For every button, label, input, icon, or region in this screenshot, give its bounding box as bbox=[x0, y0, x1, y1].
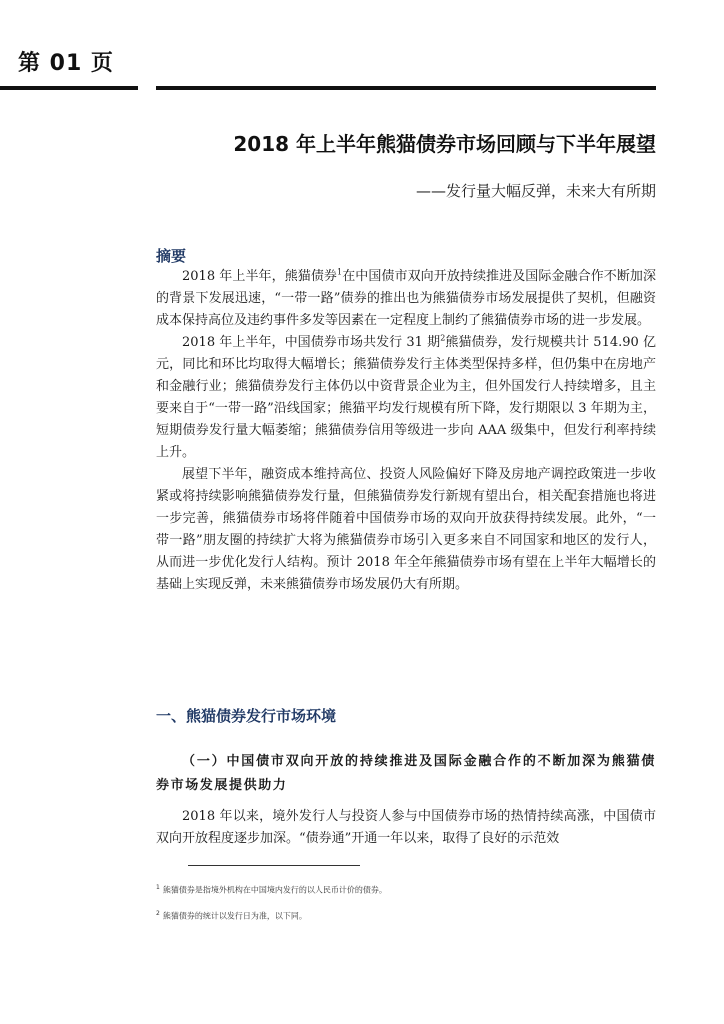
report-subtitle: ——发行量大幅反弹，未来大有所期 bbox=[415, 182, 656, 200]
section-1-subheading: （一）中国债市双向开放的持续推进及国际金融合作的不断加深为熊猫债券市场发展提供助力 bbox=[156, 754, 656, 793]
footnote-2-text: 熊猫债券的统计以发行日为准，以下同。 bbox=[162, 911, 307, 921]
footnote-2 bbox=[156, 910, 656, 922]
abstract-body bbox=[156, 266, 656, 596]
header-rule-right bbox=[156, 86, 656, 90]
abstract-p2-text-a: 2018 年上半年，中国债券市场共发行 31 期 bbox=[182, 335, 441, 350]
footnote-ref-1[interactable]: 1 bbox=[337, 267, 343, 277]
footnote-1-text: 熊猫债券是指境外机构在中国境内发行的以人民币计价的债券。 bbox=[162, 885, 387, 895]
abstract-heading: 摘要 bbox=[156, 247, 187, 265]
section-1-paragraph-1: 2018 年以来，境外发行人与投资人参与中国债券市场的热情持续高涨，中国债市双向开放程度逐步加深。“债券通”开通一年以来，取得了良好的示范效 bbox=[156, 809, 656, 846]
abstract-p1-text-b: 在中国债市双向开放持续推进及国际金融合作不断加深的背景下发展迅速，“一带一路”债券的推出也为熊猫债券市场发展提供了契机，但融资成本保持高位及违约事件多发等因素在一定程度上制约了熊猫债券市场的进一步发展。 bbox=[156, 269, 656, 328]
footnote-1-mark: 1 bbox=[156, 884, 160, 891]
abstract-paragraph-2 bbox=[156, 332, 656, 464]
abstract-p2-text-b: 熊猫债券，发行规模共计 514.90 亿元，同比和环比均取得大幅增长；熊猫债券发行主体类型保持多样，但仍集中在房地产和金融行业；熊猫债券发行主体仍以中资背景企业为主，但外国发行人持续增多，且主要来自于“一带一路”沿线国家；熊猫平均发行规模有所下降，发行期限以 3 年期为主，短期债券发行量大幅萎缩；熊猫债券信用等级进一步向 AAA 级集中，但发行利率持续上升。 bbox=[156, 335, 656, 460]
header-rule-left bbox=[0, 86, 138, 90]
footnote-1 bbox=[156, 884, 656, 896]
footnote-divider bbox=[188, 865, 360, 866]
footnotes bbox=[156, 884, 656, 935]
abstract-paragraph-1 bbox=[156, 266, 656, 332]
footnote-2-mark: 2 bbox=[156, 909, 160, 917]
section-1-body bbox=[156, 806, 656, 850]
footnote-ref-2[interactable]: 2 bbox=[440, 333, 446, 343]
abstract-paragraph-3: 展望下半年，融资成本维持高位、投资人风险偏好下降及房地产调控政策进一步收紧或将持续影响熊猫债券发行量，但熊猫债券发行新规有望出台，相关配套措施也将进一步完善，熊猫债券市场将伴随着中国债券市场的双向开放获得持续发展。此外，“一带一路”朋友圈的持续扩大将为熊猫债券市场引入更多来自不同国家和地区的发行人，从而进一步优化发行人结构。预计 2018 年全年熊猫债券市场有望在上半年大幅增长的基础上实现反弹，未来熊猫债券市场发展仍大有所期。 bbox=[156, 467, 656, 592]
section-1-heading: 一、熊猫债券发行市场环境 bbox=[156, 707, 337, 725]
abstract-p1-text-a: 2018 年上半年，熊猫债券 bbox=[182, 269, 338, 284]
report-title: 2018 年上半年熊猫债券市场回顾与下半年展望 bbox=[233, 132, 656, 156]
page-number-label: 第 01 页 bbox=[18, 51, 114, 76]
